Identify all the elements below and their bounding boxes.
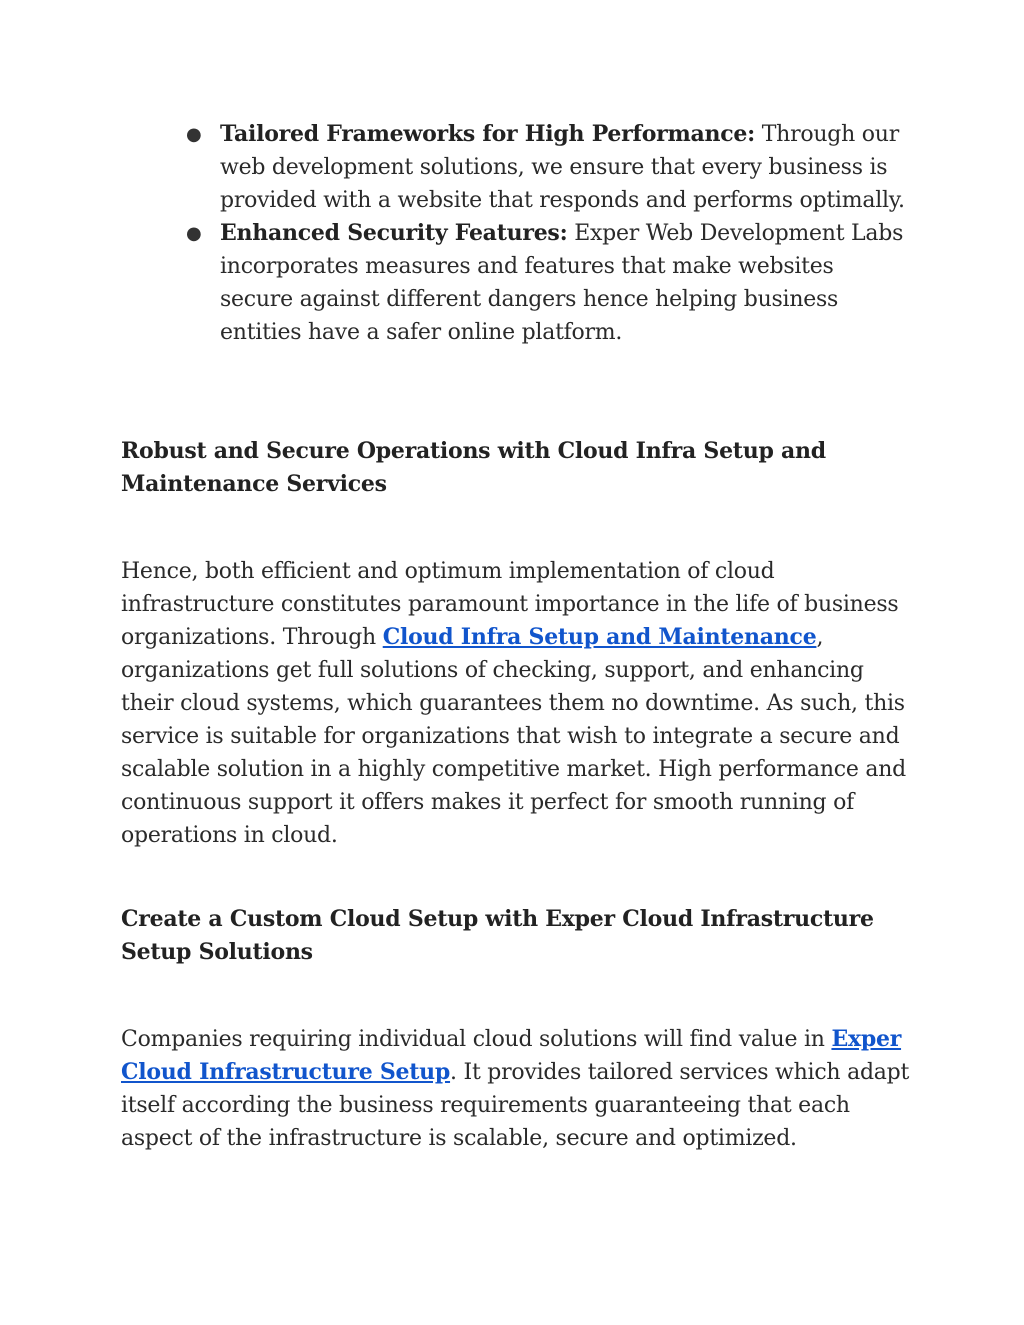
list-item-text: Exper Web Development Labs incorporates measures and features that make websites secure against different dangers hence helping business entities have a safer online platform. bbox=[220, 221, 904, 345]
paragraph-text: Companies requiring individual cloud solutions will find value in bbox=[121, 1027, 832, 1052]
list-item-text: Through our web development solutions, we ensure that every business is provided with a website that responds and performs optimally. bbox=[220, 122, 905, 213]
paragraph-text: . It provides tailored services which adapt itself according the business requirements guaranteeing that each aspect of the infrastructure is scalable, secure and optimized. bbox=[121, 1060, 910, 1151]
paragraph-cloud-infra bbox=[121, 555, 921, 852]
list-item-title: Enhanced Security Features: bbox=[220, 220, 568, 246]
cloud-infra-setup-link[interactable]: Cloud Infra Setup and Maintenance bbox=[382, 624, 817, 650]
paragraph-text: , organizations get full solutions of checking, support, and enhancing their cloud systems, which guarantees them no downtime. As such, this service is suitable for organizations that wish to integrate a secure and scalable solution in a highly competitive market. High performance and continuous support it offers makes it perfect for smooth running of operations in cloud. bbox=[121, 625, 906, 848]
list-item-title: Tailored Frameworks for High Performance: bbox=[220, 121, 756, 147]
exper-cloud-infrastructure-setup-link[interactable]: Exper Cloud Infrastructure Setup bbox=[121, 1026, 902, 1085]
paragraph-custom-cloud bbox=[121, 1023, 921, 1155]
section-heading-cloud-infra: Robust and Secure Operations with Cloud Infra Setup and Maintenance Services bbox=[121, 438, 826, 497]
list-item bbox=[186, 118, 906, 217]
paragraph-text: Hence, both efficient and optimum implementation of cloud infrastructure constitutes paramount importance in the life of business organizations. Through bbox=[121, 559, 899, 650]
bullet-icon: ● bbox=[186, 223, 202, 244]
bullet-icon: ● bbox=[186, 124, 202, 145]
section-heading-custom-cloud: Create a Custom Cloud Setup with Exper Cloud Infrastructure Setup Solutions bbox=[121, 906, 874, 965]
feature-list bbox=[186, 118, 906, 349]
list-item bbox=[186, 217, 906, 349]
